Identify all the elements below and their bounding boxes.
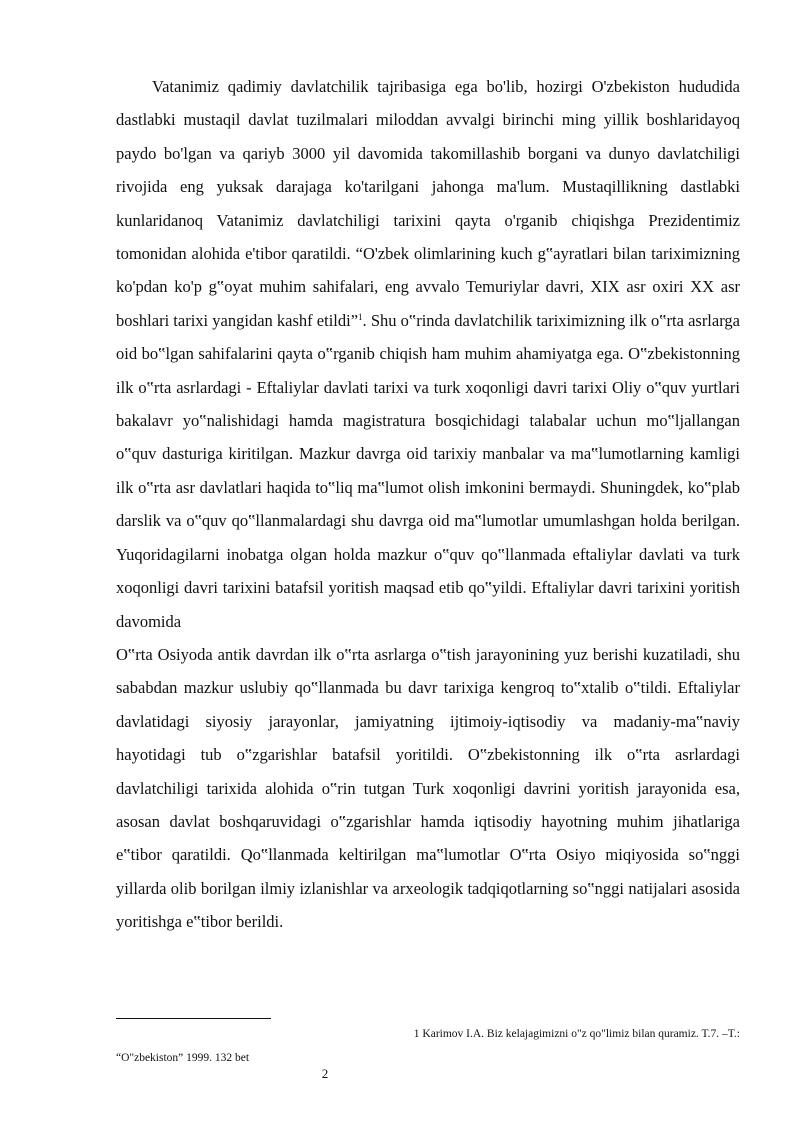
paragraph-1-continuation: . Shu o‟rinda davlatchilik tariximizning ilk o‟rta asrlarga oid bo‟lgan sahifalarini qayta o‟rganib chiqish ham muhim ahamiyatga ega. O‟zbekistonning ilk o‟rta asrlardagi - Eftaliylar davlati tarixi va turk xoqonligi davri tarixi Oliy o‟quv yurtlari bakalavr yo‟nalishidagi hamda magistratura bosqichidagi talabalar uchun mo‟ljallangan o‟quv dasturiga kiritilgan. Mazkur davrga oid tarixiy manbalar va ma‟lumotlarning kamligi ilk o‟rta asr davlatlari haqida to‟liq ma‟lumot olish imkonini bermaydi. Shuningdek, ko‟plab darslik va o‟quv qo‟llanmalardagi shu davrga oid ma‟lumotlar umumlashgan holda berilgan. Yuqoridagilarni inobatga olgan holda mazkur o‟quv qo‟llanmada eftaliylar davlati va turk xoqonligi davri tarixini batafsil yoritish maqsad etib qo‟yildi. Eftaliylar davri tarixini yoritish davomida (116, 310, 740, 631)
footnote (116, 1022, 740, 1070)
footnote-separator (116, 1018, 271, 1019)
page-number: 2 (321, 1066, 329, 1081)
body-text (116, 70, 740, 939)
paragraph-1 (116, 70, 740, 638)
footnote-reference[interactable]: 1 (358, 311, 363, 322)
footnote-line-1: 1 Karimov I.A. Biz kelajagimizni o"z qo"limiz bilan quramiz. T.7. –T.: (413, 1028, 740, 1040)
paragraph-2: O‟rta Osiyoda antik davrdan ilk o‟rta asrlarga o‟tish jarayonining yuz berishi kuzatiladi, shu sababdan mazkur uslubiy qo‟llanmada bu davr tarixiga kengroq to‟xtalib o‟tildi. Eftaliylar davlatidagi siyosiy jarayonlar, jamiyatning ijtimoiy-iqtisodiy va madaniy-ma‟naviy hayotidagi tub o‟zgarishlar batafsil yoritildi. O‟zbekistonning ilk o‟rta asrlardagi davlatchiligi tarixida alohida o‟rin tutgan Turk xoqonligi davrini yoritish jarayonida esa, asosan davlat boshqaruvidagi o‟zgarishlar hamda iqtisodiy hayotning muhim jihatlariga e‟tibor qaratildi. Qo‟llanmada keltirilgan ma‟lumotlar O‟rta Osiyo miqiyosida so‟nggi yillarda olib borilgan ilmiy izlanishlar va arxeologik tadqiqotlarning so‟nggi natijalari asosida yoritishga e‟tibor berildi. (116, 644, 740, 932)
footnote-line-2: “O"zbekiston” 1999. 132 bet (116, 1052, 250, 1064)
paragraph-1-text: Vatanimiz qadimiy davlatchilik tajribasiga ega bo'lib, hozirgi O'zbekiston hududida dastlabki mustaqil davlat tuzilmalari miloddan avvalgi birinchi ming yillik boshlaridayoq paydo bo'lgan va qariyb 3000 yil davomida takomillashib borgani va dunyo davlatchiligi rivojida eng yuksak darajaga ko'tarilgani jahonga ma'lum. Mustaqillikning dastlabki kunlaridanoq Vatanimiz davlatchiligi tarixini qayta o'rganib chiqishga Prezidentimiz tomonidan alohida e'tibor qaratildi. “O'zbek olimlarining kuch g‟ayratlari bilan tariximizning ko'pdan ko'p g‟oyat muhim sahifalari, eng avvalo Temuriylar davri, XIX asr oxiri XX asr boshlari tarixi yangidan kashf etildi” (116, 77, 740, 330)
